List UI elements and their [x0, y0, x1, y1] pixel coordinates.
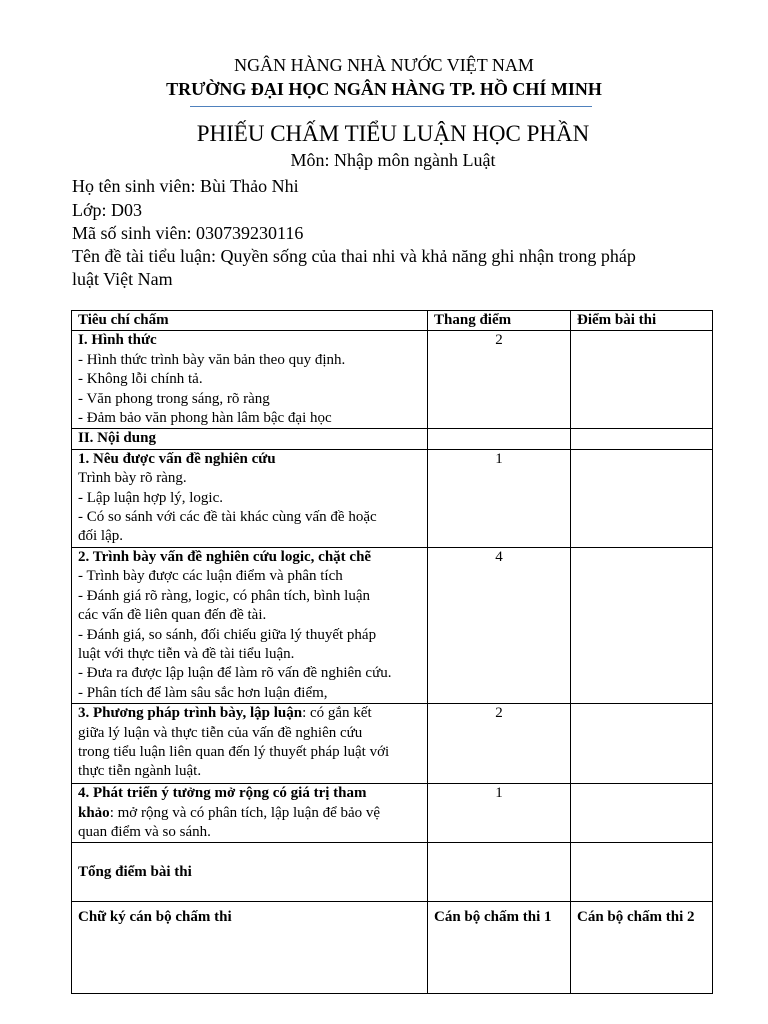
table-row-c2 — [72, 547, 713, 703]
criteria-line: đối lập. — [78, 528, 123, 545]
scale-form: 2 — [428, 331, 571, 429]
scale-c3: 2 — [428, 704, 571, 784]
criteria-line: - Đảm bảo văn phong hàn lâm bậc đại học — [78, 410, 332, 427]
section-content-title: II. Nội dung — [72, 429, 428, 449]
table-row-c3 — [72, 704, 713, 784]
criteria-c3 — [72, 704, 428, 784]
col-header-scale: Thang điểm — [428, 311, 571, 331]
student-name: Họ tên sinh viên: Bùi Thảo Nhi — [72, 176, 299, 196]
criteria-c2-title: 2. Trình bày vấn đề nghiên cứu logic, chặt chẽ — [78, 548, 372, 565]
criteria-form-title: I. Hình thức — [78, 332, 157, 349]
criteria-line: - Phân tích để làm sâu sắc hơn luận điểm, — [78, 684, 328, 701]
table-header-row — [72, 311, 713, 331]
score-content-empty — [571, 429, 713, 449]
table-row-c4 — [72, 784, 713, 843]
grader-1-signature[interactable]: Cán bộ chấm thi 1 — [428, 902, 571, 994]
signature-label: Chữ ký cán bộ chấm thi — [72, 902, 428, 994]
page-title: PHIẾU CHẤM TIỂU LUẬN HỌC PHẦN — [196, 121, 590, 146]
essay-topic — [72, 245, 712, 291]
criteria-line: giữa lý luận và thực tiễn của vấn đề nghiên cứu — [78, 724, 363, 741]
score-c2 — [571, 547, 713, 703]
criteria-line: các vấn đề liên quan đến đề tài. — [78, 607, 267, 624]
scale-c1: 1 — [428, 449, 571, 547]
criteria-line: quan điểm và so sánh. — [78, 823, 211, 840]
score-form — [571, 331, 713, 429]
grading-table — [71, 310, 713, 994]
criteria-c4-tail: : mở rộng và có phân tích, lập luận để bảo vệ — [109, 804, 381, 821]
criteria-line: - Có so sánh với các đề tài khác cùng vấn đề hoặc — [78, 509, 377, 526]
student-class: Lớp: D03 — [72, 200, 143, 220]
scale-content-empty — [428, 429, 571, 449]
criteria-line: thực tiễn ngành luật. — [78, 763, 202, 780]
scale-c4: 1 — [428, 784, 571, 843]
grader-2-signature[interactable]: Cán bộ chấm thi 2 — [571, 902, 713, 994]
criteria-c3-first-line — [78, 704, 421, 723]
criteria-line: - Trình bày được các luận điểm và phân tích — [78, 568, 343, 585]
score-c3 — [571, 704, 713, 784]
criteria-line: - Hình thức trình bày văn bản theo quy định. — [78, 351, 346, 368]
col-header-criteria: Tiêu chí chấm — [72, 311, 428, 331]
criteria-line: - Lập luận hợp lý, logic. — [78, 489, 223, 506]
criteria-c4 — [72, 784, 428, 843]
header-divider — [190, 106, 592, 107]
criteria-line: luật với thực tiễn và đề tài tiểu luận. — [78, 645, 295, 662]
table-row-c1 — [72, 449, 713, 547]
criteria-line: - Đưa ra được lập luận để làm rõ vấn đề nghiên cứu. — [78, 665, 392, 682]
scale-total — [428, 843, 571, 902]
criteria-c3-title: 3. Phương pháp trình bày, lập luận — [78, 705, 303, 722]
criteria-form — [72, 331, 428, 429]
criteria-line: - Văn phong trong sáng, rõ ràng — [78, 390, 270, 407]
essay-topic-line-1: Tên đề tài tiểu luận: Quyền sống của thai nhi và khả năng ghi nhận trong pháp — [72, 246, 636, 266]
criteria-c2 — [72, 547, 428, 703]
subject-line: Môn: Nhập môn ngành Luật — [290, 150, 496, 170]
scale-c2: 4 — [428, 547, 571, 703]
agency-heading: NGÂN HÀNG NHÀ NƯỚC VIỆT NAM — [234, 55, 534, 75]
criteria-c1-title: 1. Nêu được vấn đề nghiên cứu — [78, 450, 276, 467]
col-header-score: Điểm bài thi — [571, 311, 713, 331]
score-c1 — [571, 449, 713, 547]
criteria-c1 — [72, 449, 428, 547]
table-row-total — [72, 843, 713, 902]
criteria-line: Trình bày rõ ràng. — [78, 470, 187, 487]
essay-topic-line-2: luật Việt Nam — [72, 269, 173, 289]
score-c4 — [571, 784, 713, 843]
criteria-line: - Đánh giá, so sánh, đối chiếu giữa lý thuyết pháp — [78, 626, 377, 643]
criteria-c3-tail: : có gắn kết — [302, 705, 372, 722]
criteria-c4-title: 4. Phát triển ý tưởng mở rộng có giá trị tham — [78, 785, 367, 802]
total-label: Tổng điểm bài thi — [72, 843, 428, 902]
school-heading: TRƯỜNG ĐẠI HỌC NGÂN HÀNG TP. HỒ CHÍ MINH — [166, 79, 602, 99]
criteria-line: trong tiểu luận liên quan đến lý thuyết pháp luật với — [78, 743, 390, 760]
criteria-line: - Đánh giá rõ ràng, logic, có phân tích, bình luận — [78, 587, 371, 604]
criteria-c4-title-end: khảo — [78, 804, 110, 821]
table-row-content-heading — [72, 429, 713, 449]
table-row-signature — [72, 902, 713, 994]
criteria-c4-second-line — [78, 804, 421, 823]
score-total[interactable] — [571, 843, 713, 902]
table-row-form — [72, 331, 713, 429]
student-id: Mã số sinh viên: 030739230116 — [72, 223, 304, 243]
criteria-line: - Không lỗi chính tả. — [78, 371, 203, 388]
